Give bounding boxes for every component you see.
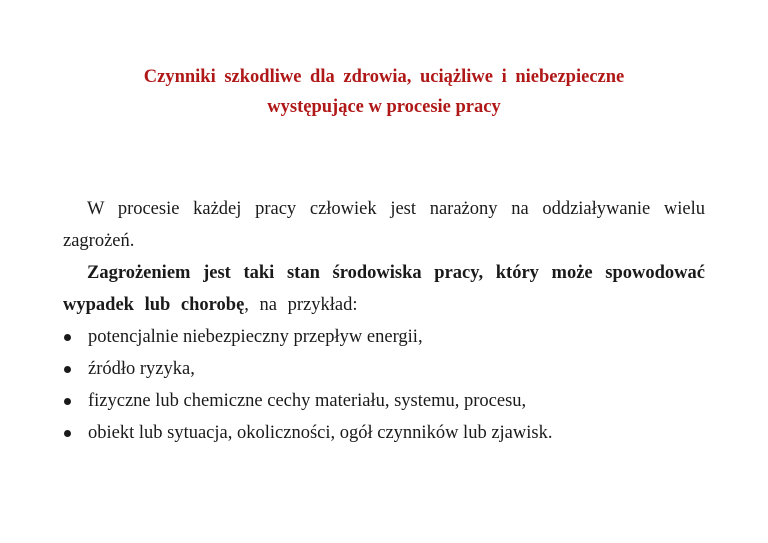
- list-item: [63, 321, 705, 353]
- document-title: [0, 62, 768, 122]
- bullet-icon: [64, 430, 71, 437]
- document-body: [63, 193, 705, 449]
- list-item: [63, 353, 705, 385]
- title-line-2: występujące w procesie pracy: [267, 97, 501, 117]
- definition-rest-text: , na przykład:: [244, 295, 358, 315]
- bullet-icon: [64, 334, 71, 341]
- list-item: [63, 385, 705, 417]
- examples-list: [63, 321, 705, 449]
- intro-paragraph-text: W procesie każdej pracy człowiek jest narażony na oddziaływanie wielu zagrożeń.: [63, 199, 705, 251]
- list-item-text: źródło ryzyka,: [88, 359, 195, 379]
- list-item-text: potencjalnie niebezpieczny przepływ energii,: [88, 327, 423, 347]
- bullet-icon: [64, 366, 71, 373]
- title-line-1: Czynniki szkodliwe dla zdrowia, uciążliwe i niebezpieczne: [143, 67, 625, 87]
- list-item-text: obiekt lub sytuacja, okoliczności, ogół czynników lub zjawisk.: [88, 423, 553, 443]
- intro-paragraph: [63, 193, 705, 257]
- list-item-text: fizyczne lub chemiczne cechy materiału, systemu, procesu,: [88, 391, 527, 411]
- list-item: [63, 417, 705, 449]
- definition-paragraph: [63, 257, 705, 321]
- bullet-icon: [64, 398, 71, 405]
- definition-bold-text: Zagrożeniem jest taki stan środowiska pracy, który może spowodować wypadek lub chorobę: [63, 263, 705, 315]
